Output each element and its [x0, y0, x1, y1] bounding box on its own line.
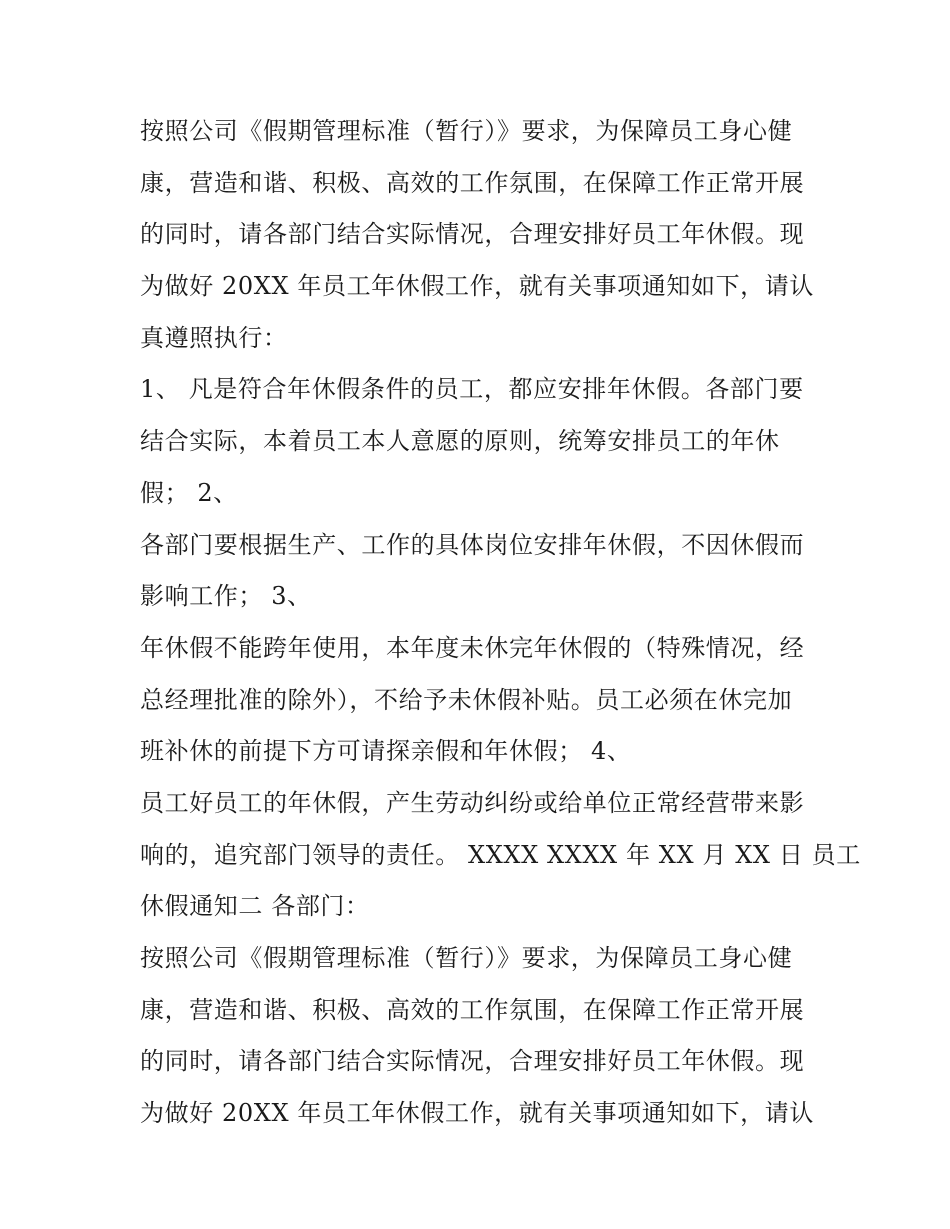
text-line: 假； 2、 — [140, 478, 238, 507]
text-line: 按照公司《假期管理标准（暂行）》要求，为保障员工身心健 — [140, 944, 793, 972]
text-line: 班补休的前提下方可请探亲假和年休假； 4、 — [140, 737, 632, 766]
text-line: 1、 凡是符合年休假条件的员工，都应安排年休假。各部门要 — [140, 375, 804, 404]
text-line: 康，营造和谐、积极、高效的工作氛围，在保障工作正常开展 — [140, 995, 805, 1024]
text-line: 影响工作； 3、 — [140, 582, 312, 611]
document-body — [140, 106, 861, 1140]
text-line: 各部门要根据生产、工作的具体岗位安排年休假，不因休假而 — [140, 530, 805, 559]
text-line: 康，营造和谐、积极、高效的工作氛围，在保障工作正常开展 — [140, 168, 805, 197]
text-line: 年休假不能跨年使用，本年度未休完年休假的（特殊情况，经 — [140, 633, 805, 662]
text-line: 真遵照执行： — [140, 323, 288, 352]
text-line: 为做好 20XX 年员工年休假工作，就有关事项通知如下，请认 — [140, 1099, 814, 1128]
text-line: 员工好员工的年休假，产生劳动纠纷或给单位正常经营带来影 — [140, 788, 805, 817]
text-line: 的同时，请各部门结合实际情况，合理安排好员工年休假。现 — [140, 1047, 805, 1076]
text-line: 响的，追究部门领导的责任。 XXXX XXXX 年 XX 月 XX 日 员工 — [140, 840, 861, 869]
text-line: 的同时，请各部门结合实际情况，合理安排好员工年休假。现 — [140, 220, 805, 249]
text-line: 总经理批准的除外），不给予未休假补贴。员工必须在休完加 — [140, 685, 793, 714]
text-line: 为做好 20XX 年员工年休假工作，就有关事项通知如下，请认 — [140, 272, 814, 301]
text-line: 休假通知二 各部门： — [140, 892, 370, 921]
text-line: 结合实际，本着员工本人意愿的原则，统筹安排员工的年休 — [140, 427, 780, 456]
text-line: 按照公司《假期管理标准（暂行）》要求，为保障员工身心健 — [140, 117, 793, 145]
